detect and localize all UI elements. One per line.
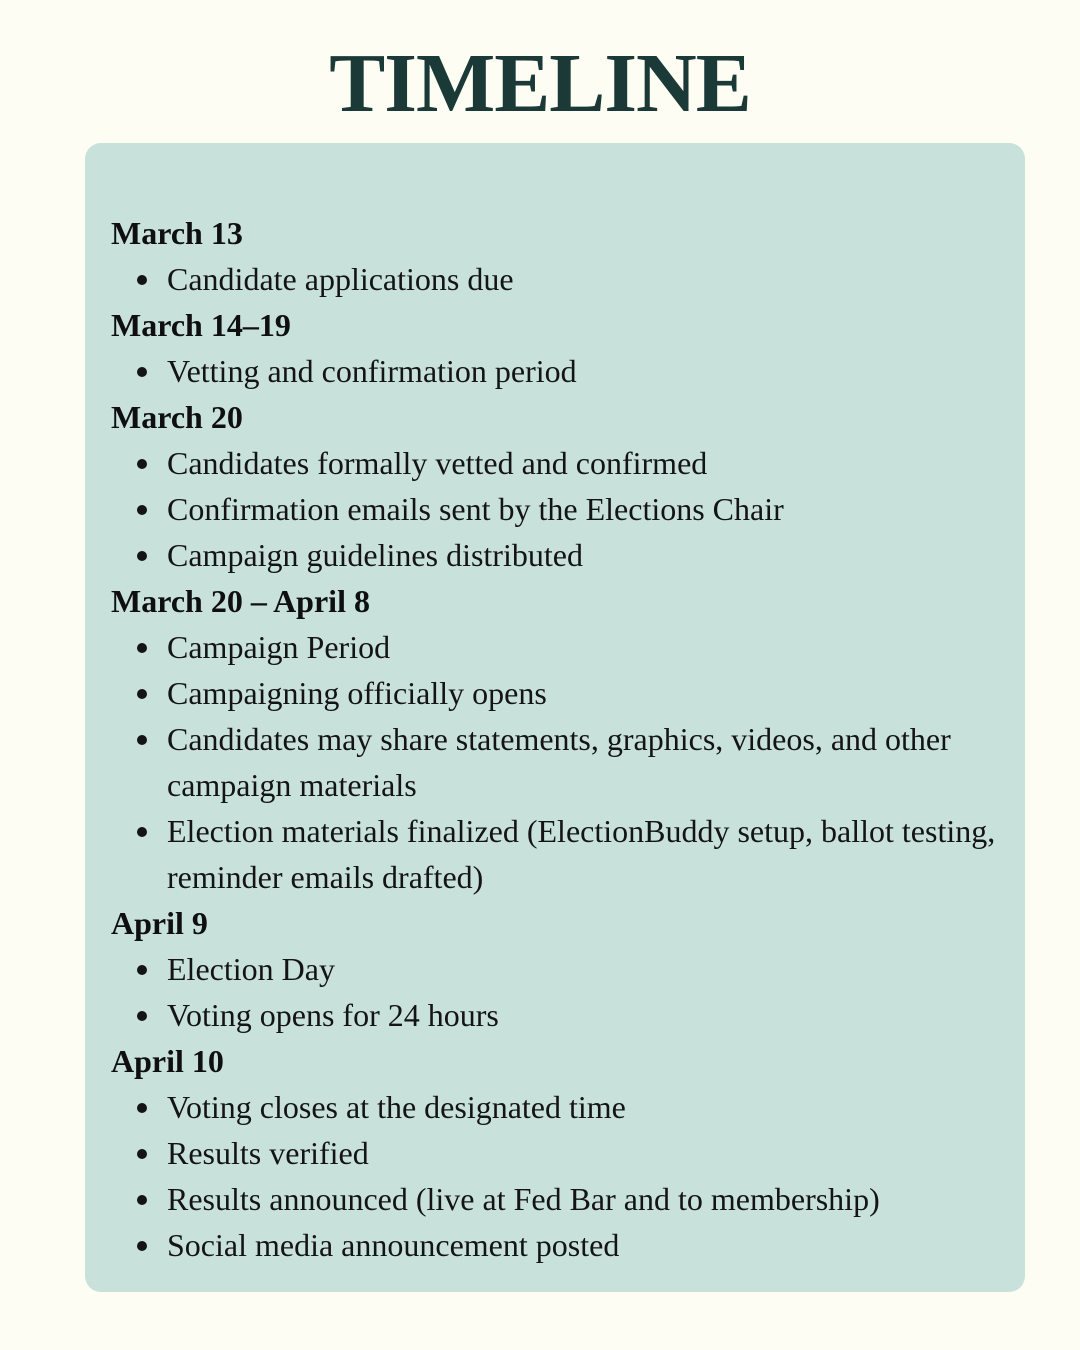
list-item [167, 1084, 1007, 1130]
list-item [167, 532, 1007, 578]
list-item [167, 348, 1007, 394]
bullet-icon [137, 827, 147, 837]
bullet-icon [137, 275, 147, 285]
bullet-icon [137, 1103, 147, 1113]
section-date: April 9 [111, 905, 208, 941]
list-item [167, 624, 1007, 670]
timeline-section [111, 578, 1007, 900]
item-text: Results announced (live at Fed Bar and to membership) [167, 1181, 880, 1217]
section-date: March 14–19 [111, 307, 291, 343]
item-text: Campaigning officially opens [167, 675, 547, 711]
item-text: Candidates formally vetted and confirmed [167, 445, 708, 481]
item-text: Candidates may share statements, graphics, videos, and other campaign materials [167, 721, 951, 803]
item-text: Social media announcement posted [167, 1227, 620, 1263]
timeline-section [111, 302, 1007, 394]
list-item [167, 256, 1007, 302]
list-item [167, 670, 1007, 716]
bullet-icon [137, 1195, 147, 1205]
item-text: Results verified [167, 1135, 369, 1171]
section-date: March 20 [111, 399, 243, 435]
item-text: Election materials finalized (ElectionBuddy setup, ballot testing, reminder emails drafted) [167, 813, 996, 895]
list-item [167, 716, 1007, 808]
list-item [167, 440, 1007, 486]
list-item [167, 992, 1007, 1038]
section-items [111, 256, 1007, 302]
bullet-icon [137, 367, 147, 377]
bullet-icon [137, 459, 147, 469]
item-text: Campaign Period [167, 629, 391, 665]
section-items [111, 440, 1007, 578]
section-items [111, 348, 1007, 394]
bullet-icon [137, 735, 147, 745]
item-text: Vetting and confirmation period [167, 353, 577, 389]
bullet-icon [137, 505, 147, 515]
section-date: March 13 [111, 215, 243, 251]
list-item [167, 1222, 1007, 1268]
item-text: Voting opens for 24 hours [167, 997, 499, 1033]
timeline-section [111, 394, 1007, 578]
section-date: April 10 [111, 1043, 224, 1079]
list-item [167, 486, 1007, 532]
bullet-icon [137, 689, 147, 699]
section-items [111, 624, 1007, 900]
item-text: Election Day [167, 951, 335, 987]
timeline-section [111, 1038, 1007, 1268]
section-date: March 20 – April 8 [111, 583, 370, 619]
section-items [111, 1084, 1007, 1268]
item-text: Candidate applications due [167, 261, 514, 297]
bullet-icon [137, 965, 147, 975]
bullet-icon [137, 643, 147, 653]
list-item [167, 1130, 1007, 1176]
bullet-icon [137, 1241, 147, 1251]
bullet-icon [137, 551, 147, 561]
list-item [167, 1176, 1007, 1222]
list-item [167, 946, 1007, 992]
list-item [167, 808, 1007, 900]
bullet-icon [137, 1011, 147, 1021]
timeline-section [111, 900, 1007, 1038]
section-items [111, 946, 1007, 1038]
item-text: Confirmation emails sent by the Elections Chair [167, 491, 784, 527]
timeline-card [85, 143, 1025, 1292]
item-text: Campaign guidelines distributed [167, 537, 583, 573]
bullet-icon [137, 1149, 147, 1159]
page-title: TIMELINE [329, 37, 751, 130]
item-text: Voting closes at the designated time [167, 1089, 626, 1125]
timeline-section [111, 210, 1007, 302]
